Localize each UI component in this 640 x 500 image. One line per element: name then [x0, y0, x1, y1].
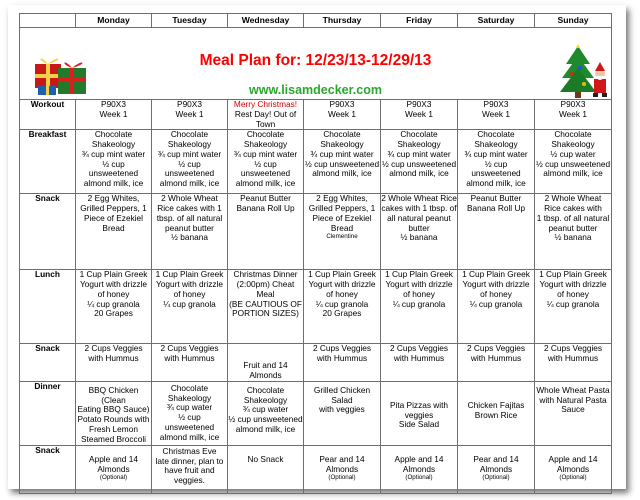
breakfast-cell-tuesday: [152, 130, 228, 194]
cell-text-line: 2 Whole Wheat: [544, 193, 602, 204]
cell-text-line: all natural peanut: [387, 212, 451, 223]
cell-text-line: Yogurt with drizzle: [79, 279, 148, 290]
cell-text-line: ½ cup unsweetened: [535, 158, 611, 169]
cell-text-line: Apple and 14: [548, 453, 598, 464]
snack1-cell-sunday: [535, 194, 612, 270]
cell-text-line: ½ cup: [102, 158, 125, 169]
snack2-row: [20, 344, 612, 382]
cell-text-line: 2 Egg Whites,: [316, 193, 368, 204]
snack3-cell-monday: [76, 445, 152, 493]
cell-text-line: Shakeology: [167, 392, 212, 403]
cell-text-line: ½ banana: [171, 232, 208, 243]
snack1-cell-thursday: [304, 194, 381, 270]
cell-text-line: 2 Cups Veggies: [543, 343, 603, 354]
cell-text-line: 1 Cup Plain Greek: [308, 269, 376, 280]
cell-text-line: almond milk, ice: [83, 178, 144, 189]
cell-text-line: ½ banana: [400, 232, 438, 243]
day-header-sunday: Sunday: [535, 14, 612, 28]
cell-text-line: ¼ cup granola: [392, 298, 446, 309]
cell-text-line: Almonds: [249, 370, 282, 381]
workout-row: [20, 100, 612, 130]
row-label-snack1: Snack: [20, 194, 76, 270]
cell-text-line: Banana Roll Up: [466, 203, 526, 214]
cell-text-line: almond milk, ice: [159, 178, 220, 189]
cell-text-line: Piece of Ezekiel: [83, 212, 144, 223]
breakfast-cell-friday: [381, 130, 458, 194]
cell-text-line: Peanut Butter: [240, 193, 291, 204]
cell-text-line: Fresh Lemon: [89, 424, 138, 435]
cell-text-line: unsweetened: [471, 168, 521, 179]
cell-text-line: Apple and 14: [394, 453, 444, 464]
cell-text-line: 1 tbsp. of all natural: [536, 212, 610, 223]
cell-text-line: No Snack: [247, 453, 284, 464]
cell-text-line: almond milk, ice: [235, 178, 296, 189]
cell-text-line: tbsp. of all natural: [156, 212, 223, 223]
cell-text-line: Chocolate: [246, 129, 285, 140]
cell-text-line: Apple and 14: [89, 453, 138, 464]
snack1-row: [20, 194, 612, 270]
cell-text-line: ½ cup unsweetened: [228, 414, 303, 425]
breakfast-cell-wednesday: [228, 130, 304, 194]
snack2-cell-sunday: [535, 344, 612, 382]
website-url: www.lisamdecker.com: [249, 83, 382, 97]
cell-text-line: Christmas Dinner: [233, 269, 298, 280]
cell-text-line: Fruit and 14: [243, 360, 288, 371]
cell-text-line: Eating BBQ Sauce): [77, 404, 150, 415]
cell-text-line: with Hummus: [470, 353, 522, 364]
cell-text-line: peanut butter: [165, 222, 214, 233]
cell-text-line: Potato Rounds with: [77, 414, 150, 425]
breakfast-row: [20, 130, 612, 194]
cell-text-line: Shakeology: [91, 139, 136, 150]
cell-text-line: Grilled Peppers, 1: [80, 203, 147, 214]
cell-text-line: Almonds: [479, 463, 513, 474]
cell-text-line: 20 Grapes: [94, 308, 133, 319]
cell-text-line: Yogurt with drizzle: [308, 279, 376, 290]
cell-text-line: of honey: [403, 288, 435, 299]
cell-text-line: unsweetened: [164, 168, 215, 179]
cell-text-line: ¾ cup water: [166, 402, 213, 413]
cell-text-line: P90X3: [560, 99, 586, 109]
dinner-cell-sunday: [535, 381, 612, 445]
cell-text-line: almond milk, ice: [312, 168, 372, 179]
day-header-tuesday: Tuesday: [152, 14, 228, 28]
cell-text-line: P90X3: [329, 99, 355, 109]
snack3-cell-friday: [381, 445, 458, 493]
cell-text-line: P90X3: [177, 99, 202, 109]
cell-text-line: veggies.: [174, 475, 205, 486]
meal-plan-table: [19, 13, 612, 494]
row-label-workout: Workout: [20, 100, 76, 130]
cell-text-line: Brown Rice: [474, 409, 518, 420]
cell-text-line: 2 Cups Veggies: [160, 343, 219, 354]
cell-text-line: (2:00pm) Cheat: [236, 279, 295, 290]
cell-text-line: Almonds: [97, 463, 130, 474]
day-header-saturday: Saturday: [458, 14, 535, 28]
snack1-cell-tuesday: [152, 194, 228, 270]
lunch-cell-thursday: [304, 270, 381, 344]
cell-text-line: of honey: [326, 288, 358, 299]
cell-text-line: Clementine: [326, 233, 358, 241]
cell-text-line: ½ cup: [254, 158, 277, 169]
cell-text-line: Shakeology: [243, 394, 288, 405]
snack3-cell-wednesday: [228, 445, 304, 493]
cell-text-line: (Optional): [559, 474, 587, 482]
row-label-snack3: Snack: [20, 445, 76, 493]
cell-text-line: veggies: [404, 409, 434, 420]
snack3-row: [20, 445, 612, 493]
cell-text-line: ¾ cup water: [242, 404, 289, 415]
cell-text-line: of honey: [480, 288, 512, 299]
cell-text-line: almond milk, ice: [466, 178, 526, 189]
breakfast-cell-thursday: [304, 130, 381, 194]
cell-text-line: Chocolate: [94, 129, 133, 140]
cell-text-line: Shakeology: [397, 139, 441, 150]
cell-text-line: P90X3: [483, 99, 509, 109]
cell-text-line: ½ cup unsweetened: [304, 158, 380, 169]
snack2-cell-tuesday: [152, 344, 228, 382]
cell-text-line: Side Salad: [398, 419, 440, 430]
dinner-cell-friday: [381, 381, 458, 445]
workout-cell-tuesday: [152, 100, 228, 130]
cell-text-line: (BE CAUTIOUS OF: [229, 298, 302, 309]
cell-text-line: Yogurt with drizzle: [385, 279, 453, 290]
cell-text-line: Almonds: [556, 463, 590, 474]
cell-text-line: Grilled Chicken Salad: [313, 384, 371, 405]
cell-text-line: of honey: [97, 288, 130, 299]
workout-cell-sunday: [535, 100, 612, 130]
cell-text-line: (Optional): [482, 474, 510, 482]
cell-text-line: ¼ cup granola: [315, 298, 369, 309]
cell-text-line: ¼ cup granola: [469, 298, 523, 309]
lunch-cell-monday: [76, 270, 152, 344]
cell-text-line: ½ cup: [178, 158, 201, 169]
cell-text-line: Yogurt with drizzle: [539, 279, 607, 290]
cell-text-line: Shakeology: [243, 139, 288, 150]
dinner-cell-wednesday: [228, 381, 304, 445]
cell-text-line: Pear and 14: [319, 453, 365, 464]
cell-text-line: almond milk, ice: [389, 168, 449, 179]
cell-text-line: ¾ cup mint water: [464, 148, 528, 159]
cell-text-line: butter: [408, 222, 430, 233]
cell-text-line: with Hummus: [88, 353, 139, 364]
cell-text-line: 2 Cups Veggies: [84, 343, 143, 354]
cell-text-line: 2 Cups Veggies: [312, 343, 372, 354]
snack1-cell-monday: [76, 194, 152, 270]
snack1-cell-saturday: [458, 194, 535, 270]
cell-text-line: Shakeology: [551, 139, 595, 150]
cell-text-line: ¼ cup granola: [163, 298, 216, 309]
title-banner: [20, 28, 612, 100]
cell-text-line: 1 Cup Plain Greek: [79, 269, 148, 280]
cell-text-line: Chicken Fajitas: [467, 399, 525, 410]
lunch-cell-friday: [381, 270, 458, 344]
cell-text-line: Merry Christmas!: [233, 99, 298, 109]
cell-text-line: PORTION SIZES): [232, 308, 299, 319]
breakfast-cell-monday: [76, 130, 152, 194]
dinner-cell-saturday: [458, 381, 535, 445]
breakfast-cell-saturday: [458, 130, 535, 194]
cell-text-line: almond milk, ice: [159, 431, 220, 442]
cell-text-line: ¾ cup mint water: [387, 148, 451, 159]
cell-text-line: Week 1: [482, 108, 510, 119]
cell-text-line: ¼ cup granola: [87, 298, 140, 309]
cell-text-line: late dinner, plan to: [155, 455, 224, 466]
cell-text-line: Chocolate: [400, 129, 438, 140]
lunch-cell-sunday: [535, 270, 612, 344]
snack2-cell-saturday: [458, 344, 535, 382]
cell-text-line: (Optional): [99, 474, 128, 482]
cell-text-line: ¾ cup mint water: [157, 148, 222, 159]
cell-text-line: 1 Cup Plain Greek: [539, 269, 607, 280]
cell-text-line: Week 1: [175, 108, 204, 119]
cell-text-line: Meal: [256, 288, 275, 299]
cell-text-line: Yogurt with drizzle: [462, 279, 530, 290]
cell-text-line: almond milk, ice: [235, 424, 296, 435]
cell-text-line: have fruit and: [164, 465, 215, 476]
cell-text-line: P90X3: [101, 99, 126, 109]
cell-text-line: 20 Grapes: [322, 308, 362, 319]
cell-text-line: with Hummus: [393, 353, 445, 364]
cell-text-line: Almonds: [402, 463, 436, 474]
cell-text-line: Yogurt with drizzle: [155, 279, 224, 290]
cell-text-line: 2 Egg Whites,: [87, 193, 140, 204]
cell-text-line: with Hummus: [547, 353, 599, 364]
cell-text-line: Sauce: [561, 404, 585, 415]
cell-text-line: with Hummus: [164, 353, 215, 364]
cell-text-line: Chocolate: [246, 384, 285, 395]
dinner-cell-thursday: [304, 381, 381, 445]
cell-text-line: Week 1: [99, 108, 128, 119]
snack2-cell-thursday: [304, 344, 381, 382]
row-label-snack2: Snack: [20, 344, 76, 382]
cell-text-line: Shakeology: [320, 139, 364, 150]
cell-text-line: ¾ cup mint water: [81, 148, 146, 159]
workout-cell-monday: [76, 100, 152, 130]
cell-text-line: Pita Pizzas with: [389, 399, 449, 410]
cell-text-line: Rice cakes with: [544, 203, 602, 214]
cell-text-line: Week 1: [405, 108, 433, 119]
cell-text-line: of honey: [173, 288, 206, 299]
cell-text-line: 1 Cup Plain Greek: [385, 269, 453, 280]
breakfast-cell-sunday: [535, 130, 612, 194]
dinner-cell-monday: [76, 381, 152, 445]
cell-text-line: Christmas Eve: [162, 445, 217, 456]
snack1-cell-friday: [381, 194, 458, 270]
day-header-monday: Monday: [76, 14, 152, 28]
cell-text-line: cakes with 1 tbsp. of: [381, 203, 457, 214]
cell-text-line: ½ cup: [178, 412, 201, 423]
cell-text-line: BBQ Chicken (Clean: [88, 384, 139, 405]
cell-text-line: Chocolate: [170, 129, 209, 140]
cell-text-line: unsweetened: [240, 168, 291, 179]
cell-text-line: of honey: [557, 288, 589, 299]
cell-text-line: Piece of Ezekiel: [312, 212, 372, 223]
day-header-wednesday: Wednesday: [228, 14, 304, 28]
cell-text-line: Rice cakes with 1: [157, 203, 222, 214]
snack2-cell-wednesday: [228, 344, 304, 382]
cell-text-line: Pear and 14: [473, 453, 519, 464]
cell-text-line: ¾ cup mint water: [233, 148, 298, 159]
snack3-cell-saturday: [458, 445, 535, 493]
lunch-row: [20, 270, 612, 344]
cell-text-line: P90X3: [406, 99, 432, 109]
workout-cell-wednesday: [228, 100, 304, 130]
cell-text-line: 1 Cup Plain Greek: [155, 269, 224, 280]
snack3-cell-tuesday: [152, 445, 228, 493]
cell-text-line: Rest Day! Out of Town: [234, 108, 297, 129]
cell-text-line: with Hummus: [316, 353, 368, 364]
day-header-row: [20, 14, 612, 28]
lunch-cell-wednesday: [228, 270, 304, 344]
cell-text-line: with Natural Pasta: [539, 394, 607, 405]
cell-text-line: Chocolate: [323, 129, 361, 140]
lunch-cell-saturday: [458, 270, 535, 344]
cell-text-line: peanut butter: [548, 222, 598, 233]
row-label-dinner: Dinner: [20, 381, 76, 445]
cell-text-line: Peanut Butter: [470, 193, 522, 204]
cell-text-line: ¼ cup granola: [546, 298, 600, 309]
row-label-breakfast: Breakfast: [20, 130, 76, 194]
day-header-friday: Friday: [381, 14, 458, 28]
cell-text-line: 1 Cup Plain Greek: [462, 269, 530, 280]
cell-text-line: with veggies: [319, 404, 365, 415]
row-label-lunch: Lunch: [20, 270, 76, 344]
cell-text-line: Whole Wheat Pasta: [536, 384, 610, 395]
cell-text-line: almond milk, ice: [543, 168, 603, 179]
cell-text-line: Week 1: [559, 108, 587, 119]
workout-cell-thursday: [304, 100, 381, 130]
cell-text-line: Shakeology: [167, 139, 212, 150]
cell-text-line: (Optional): [405, 474, 433, 482]
title-banner-row: [20, 28, 612, 100]
cell-text-line: ½ cup water: [550, 148, 596, 159]
workout-cell-saturday: [458, 100, 535, 130]
cell-text-line: Chocolate: [170, 382, 209, 393]
workout-cell-friday: [381, 100, 458, 130]
dinner-cell-tuesday: [152, 381, 228, 445]
cell-text-line: ¾ cup mint water: [310, 148, 374, 159]
lunch-cell-tuesday: [152, 270, 228, 344]
cell-text-line: 2 Cups Veggies: [466, 343, 526, 354]
snack2-cell-friday: [381, 344, 458, 382]
cell-text-line: Week 1: [328, 108, 356, 119]
dinner-row: [20, 381, 612, 445]
snack3-cell-thursday: [304, 445, 381, 493]
snack3-cell-sunday: [535, 445, 612, 493]
cell-text-line: Steamed Broccoli: [80, 433, 147, 444]
christmas-tree-santa-icon: [560, 44, 610, 100]
snack1-cell-wednesday: [228, 194, 304, 270]
cell-text-line: 2 Cups Veggies: [389, 343, 449, 354]
cell-text-line: Grilled Peppers, 1: [308, 203, 376, 214]
cell-text-line: Bread: [330, 222, 354, 233]
snack2-cell-monday: [76, 344, 152, 382]
page-title: Meal Plan for: 12/23/13-12/29/13: [199, 52, 432, 69]
cell-text-line: ½ cup unsweetened: [381, 158, 457, 169]
cell-text-line: 2 Whole Wheat Rice: [381, 193, 457, 204]
cell-text-line: Bread: [102, 222, 125, 233]
cell-text-line: Shakeology: [474, 139, 518, 150]
cell-text-line: (Optional): [328, 474, 356, 482]
cell-text-line: 2 Whole Wheat: [161, 193, 218, 204]
cell-text-line: ½ banana: [554, 232, 592, 243]
cell-text-line: unsweetened: [164, 422, 215, 433]
cell-text-line: Chocolate: [477, 129, 515, 140]
cell-text-line: Almonds: [325, 463, 359, 474]
day-header-thursday: Thursday: [304, 14, 381, 28]
cell-text-line: unsweetened: [88, 168, 139, 179]
cell-text-line: Chocolate: [554, 129, 592, 140]
cell-text-line: ½ cup: [484, 158, 508, 169]
cell-text-line: Banana Roll Up: [236, 203, 295, 214]
